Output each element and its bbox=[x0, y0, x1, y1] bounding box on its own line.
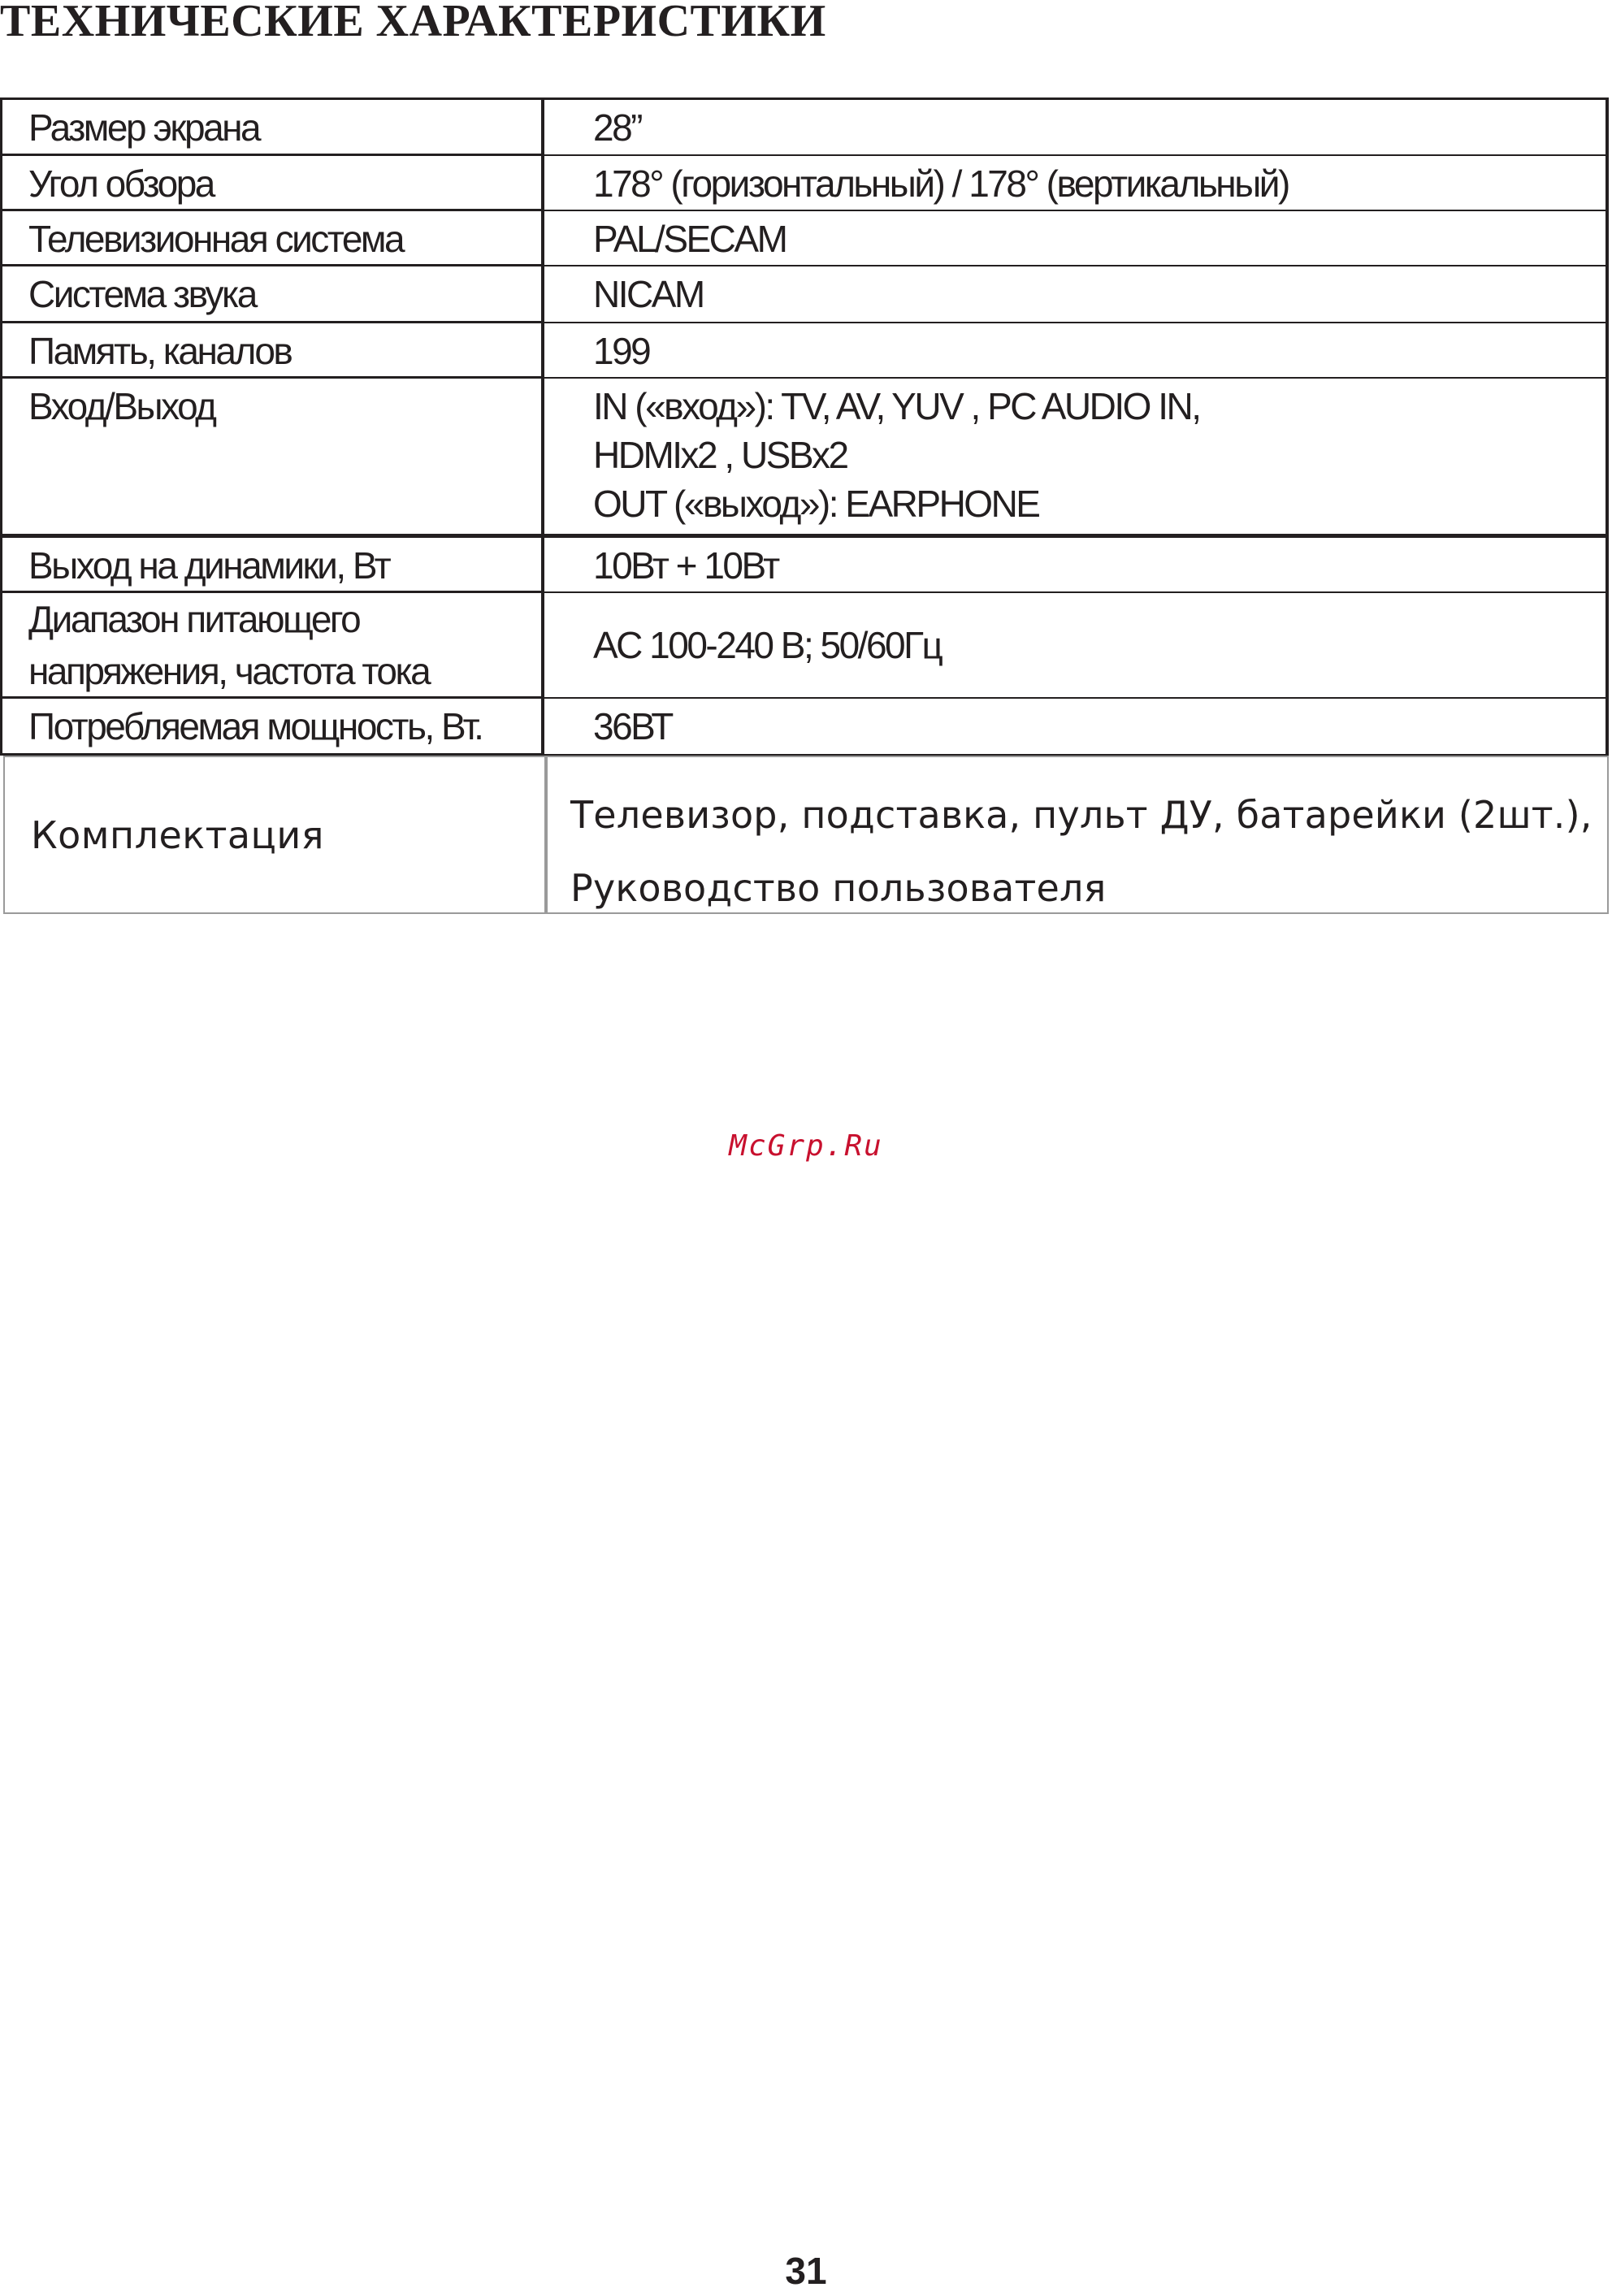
spec-value bbox=[541, 379, 1609, 538]
kit-value bbox=[546, 756, 1609, 914]
spec-value: 178° (горизонтальный) / 178° (вертикальный) bbox=[541, 156, 1609, 211]
page-number: 31 bbox=[785, 2250, 827, 2292]
page-title: ТЕХНИЧЕСКИЕ ХАРАКТЕРИСТИКИ bbox=[0, 0, 826, 46]
table-row bbox=[0, 538, 1609, 593]
table-row bbox=[0, 323, 1609, 379]
spec-label: Память, каналов bbox=[0, 323, 541, 379]
spec-label: Размер экрана bbox=[0, 97, 541, 156]
table-row bbox=[0, 97, 1609, 156]
table-row bbox=[0, 211, 1609, 266]
kit-value-line: Телевизор, подставка, пульт ДУ, батарейки (2шт.), bbox=[570, 793, 1592, 837]
spec-value-line: OUT («выход»): EARPHONE bbox=[593, 483, 1039, 525]
spec-label: Система звука bbox=[0, 266, 541, 323]
table-row bbox=[0, 593, 1609, 699]
spec-value-line: IN («вход»): TV, AV, YUV , PC AUDIO IN, bbox=[593, 385, 1200, 427]
table-row bbox=[0, 699, 1609, 756]
spec-label: Вход/Выход bbox=[0, 379, 541, 538]
spec-label: Телевизионная система bbox=[0, 211, 541, 266]
spec-value: 10Вт + 10Вт bbox=[541, 538, 1609, 593]
spec-value: PAL/SECAM bbox=[541, 211, 1609, 266]
spec-value: NICAM bbox=[541, 266, 1609, 323]
spec-label: Угол обзора bbox=[0, 156, 541, 211]
spec-label bbox=[0, 593, 541, 699]
table-row bbox=[0, 379, 1609, 538]
spec-value-line: HDMIx2 , USBx2 bbox=[593, 434, 847, 476]
spec-value: 28” bbox=[541, 97, 1609, 156]
kit-value-line: Руководство пользователя bbox=[570, 866, 1107, 910]
kit-table bbox=[3, 756, 1609, 914]
table-row bbox=[0, 156, 1609, 211]
spec-table bbox=[0, 97, 1609, 756]
spec-label: Выход на динамики, Вт bbox=[0, 538, 541, 593]
spec-value: 36ВТ bbox=[541, 699, 1609, 756]
watermark: McGrp.Ru bbox=[729, 1129, 883, 1163]
spec-label: Потребляемая мощность, Вт. bbox=[0, 699, 541, 756]
kit-label: Комплектация bbox=[3, 756, 546, 914]
spec-label-line: Диапазон питающего bbox=[28, 598, 360, 640]
spec-value: 199 bbox=[541, 323, 1609, 379]
spec-value: AC 100-240 В; 50/60Гц bbox=[541, 593, 1609, 699]
spec-label-line: напряжения, частота тока bbox=[28, 650, 430, 692]
table-row bbox=[0, 266, 1609, 323]
